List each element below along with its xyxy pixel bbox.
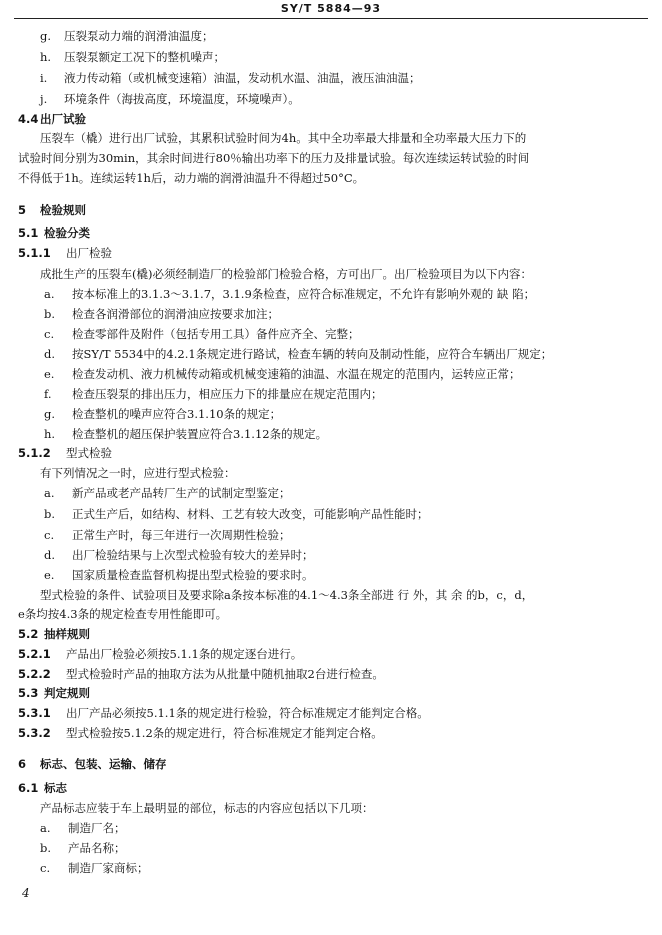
section-heading-5 — [18, 203, 86, 217]
section-title: 标志 — [44, 781, 67, 795]
item-text: 正式生产后，如结构、材料、工艺有较大改变，可能影响产品性能时； — [72, 507, 429, 521]
section-title: 检验规则 — [40, 203, 86, 217]
clause-text: 型式检验按5.1.2条的规定进行，符合标准规定才能判定合格。 — [66, 726, 383, 740]
item-text: 出厂检验结果与上次型式检验有较大的差异时； — [72, 548, 314, 562]
section-title: 出厂检验 — [66, 246, 112, 260]
item-text: 压裂泵额定工况下的整机噪声； — [64, 50, 225, 64]
section-heading-5-1 — [18, 226, 90, 240]
paragraph-line: 成批生产的压裂车(橇)必须经制造厂的检验部门检验合格，方可出厂。出厂检验项目为以下内容： — [40, 267, 532, 281]
item-text: 正常生产时，每三年进行一次周期性检验； — [72, 528, 291, 542]
section-title: 检验分类 — [44, 226, 90, 240]
item-label: f. — [44, 387, 52, 401]
item-label: e. — [44, 568, 55, 582]
item-label: c. — [44, 528, 55, 542]
item-label: g. — [40, 29, 52, 43]
item-text: 检查整机的噪声应符合3.1.10条的规定； — [72, 407, 282, 421]
item-text: 检查压裂泵的排出压力，相应压力下的排量应在规定范围内； — [72, 387, 383, 401]
section-number: 5.2 — [18, 627, 39, 641]
paragraph-line: e条均按4.3条的规定检查专用性能即可。 — [18, 607, 228, 621]
section-heading-5-3 — [18, 686, 90, 700]
item-label: d. — [44, 347, 56, 361]
item-text: 检查整机的超压保护装置应符合3.1.12条的规定。 — [72, 427, 328, 441]
clause-line — [18, 726, 383, 740]
section-number: 5.1.1 — [18, 246, 51, 260]
item-text: 新产品或老产品转厂生产的试制定型鉴定； — [72, 486, 291, 500]
item-text: 制造厂名； — [68, 821, 126, 835]
item-label: i. — [40, 71, 48, 85]
item-label: a. — [40, 821, 51, 835]
clause-text: 出厂产品必须按5.1.1条的规定进行检验，符合标准规定才能判定合格。 — [66, 706, 429, 720]
item-label: b. — [40, 841, 52, 855]
item-label: c. — [40, 861, 51, 875]
item-text: 制造厂家商标； — [68, 861, 149, 875]
section-title: 出厂试验 — [40, 112, 86, 126]
section-heading-6-1 — [18, 781, 67, 795]
paragraph-line: 有下列情况之一时，应进行型式检验： — [40, 466, 236, 480]
clause-number: 5.3.1 — [18, 706, 51, 720]
item-text: 产品名称； — [68, 841, 126, 855]
item-text: 压裂泵动力端的润滑油温度； — [64, 29, 214, 43]
section-number: 6 — [18, 757, 27, 771]
section-heading-6 — [18, 757, 167, 771]
clause-text: 型式检验时产品的抽取方法为从批量中随机抽取2台进行检查。 — [66, 667, 384, 681]
section-title: 型式检验 — [66, 446, 112, 460]
clause-number: 5.2.2 — [18, 667, 51, 681]
clause-line — [18, 706, 429, 720]
item-text: 环境条件（海拔高度，环境温度，环境噪声）。 — [64, 92, 300, 106]
paragraph-line: 不得低于1h。连续运转1h后，动力端的润滑油温升不得超过50°C。 — [18, 171, 365, 185]
section-number: 5.1 — [18, 226, 39, 240]
item-label: a. — [44, 287, 55, 301]
item-label: h. — [44, 427, 56, 441]
section-heading-4-4 — [18, 112, 86, 126]
clause-number: 5.2.1 — [18, 647, 51, 661]
clause-number: 5.3.2 — [18, 726, 51, 740]
section-number: 6.1 — [18, 781, 39, 795]
section-number: 5 — [18, 203, 27, 217]
header-rule — [14, 18, 648, 19]
item-label: c. — [44, 327, 55, 341]
item-text: 检查各润滑部位的润滑油应按要求加注； — [72, 307, 279, 321]
item-label: b. — [44, 307, 56, 321]
item-text: 检查零部件及附件（包括专用工具）备件应齐全、完整； — [72, 327, 360, 341]
clause-line — [18, 667, 384, 681]
item-text: 液力传动箱（或机械变速箱）油温，发动机水温、油温，液压油油温； — [64, 71, 421, 85]
item-text: 按本标准上的3.1.3～3.1.7，3.1.9条检查，应符合标准规定，不允许有影响外观的 缺 陷； — [72, 287, 536, 301]
section-number: 4.4 — [18, 112, 39, 126]
item-label: d. — [44, 548, 56, 562]
paragraph-line: 试验时间分别为30min，其余时间进行80％输出功率下的压力及排量试验。每次连续运转试验的时间 — [18, 151, 530, 165]
section-number: 5.1.2 — [18, 446, 51, 460]
section-heading-5-2 — [18, 627, 90, 641]
section-title: 判定规则 — [44, 686, 90, 700]
paragraph-line: 产品标志应装于车上最明显的部位，标志的内容应包括以下几项： — [40, 801, 374, 815]
page-header: SY/T 5884—93 — [280, 2, 382, 15]
item-label: e. — [44, 367, 55, 381]
item-label: a. — [44, 486, 55, 500]
item-label: b. — [44, 507, 56, 521]
clause-text: 产品出厂检验必须按5.1.1条的规定逐台进行。 — [66, 647, 303, 661]
item-text: 检查发动机、液力机械传动箱或机械变速箱的油温、水温在规定的范围内，运转应正常； — [72, 367, 521, 381]
section-number: 5.3 — [18, 686, 39, 700]
item-label: j. — [40, 92, 48, 106]
section-title: 抽样规则 — [44, 627, 90, 641]
item-label: g. — [44, 407, 56, 421]
page-number: 4 — [22, 886, 30, 900]
section-heading-5-1-1 — [18, 246, 112, 260]
item-text: 国家质量检查监督机构提出型式检验的要求时。 — [72, 568, 314, 582]
clause-line — [18, 647, 303, 661]
item-text: 按SY/T 5534中的4.2.1条规定进行路试，检查车辆的转向及制动性能，应符合车辆出厂规定； — [72, 347, 553, 361]
item-label: h. — [40, 50, 52, 64]
section-heading-5-1-2 — [18, 446, 112, 460]
paragraph-line: 型式检验的条件、试验项目及要求除a条按本标准的4.1～4.3条全部进 行 外，其 余 的b，c，d， — [40, 588, 534, 602]
section-title: 标志、包装、运输、储存 — [40, 757, 167, 771]
paragraph-line: 压裂车（橇）进行出厂试验，其累积试验时间为4h。其中全功率最大排量和全功率最大压力下的 — [40, 131, 527, 145]
